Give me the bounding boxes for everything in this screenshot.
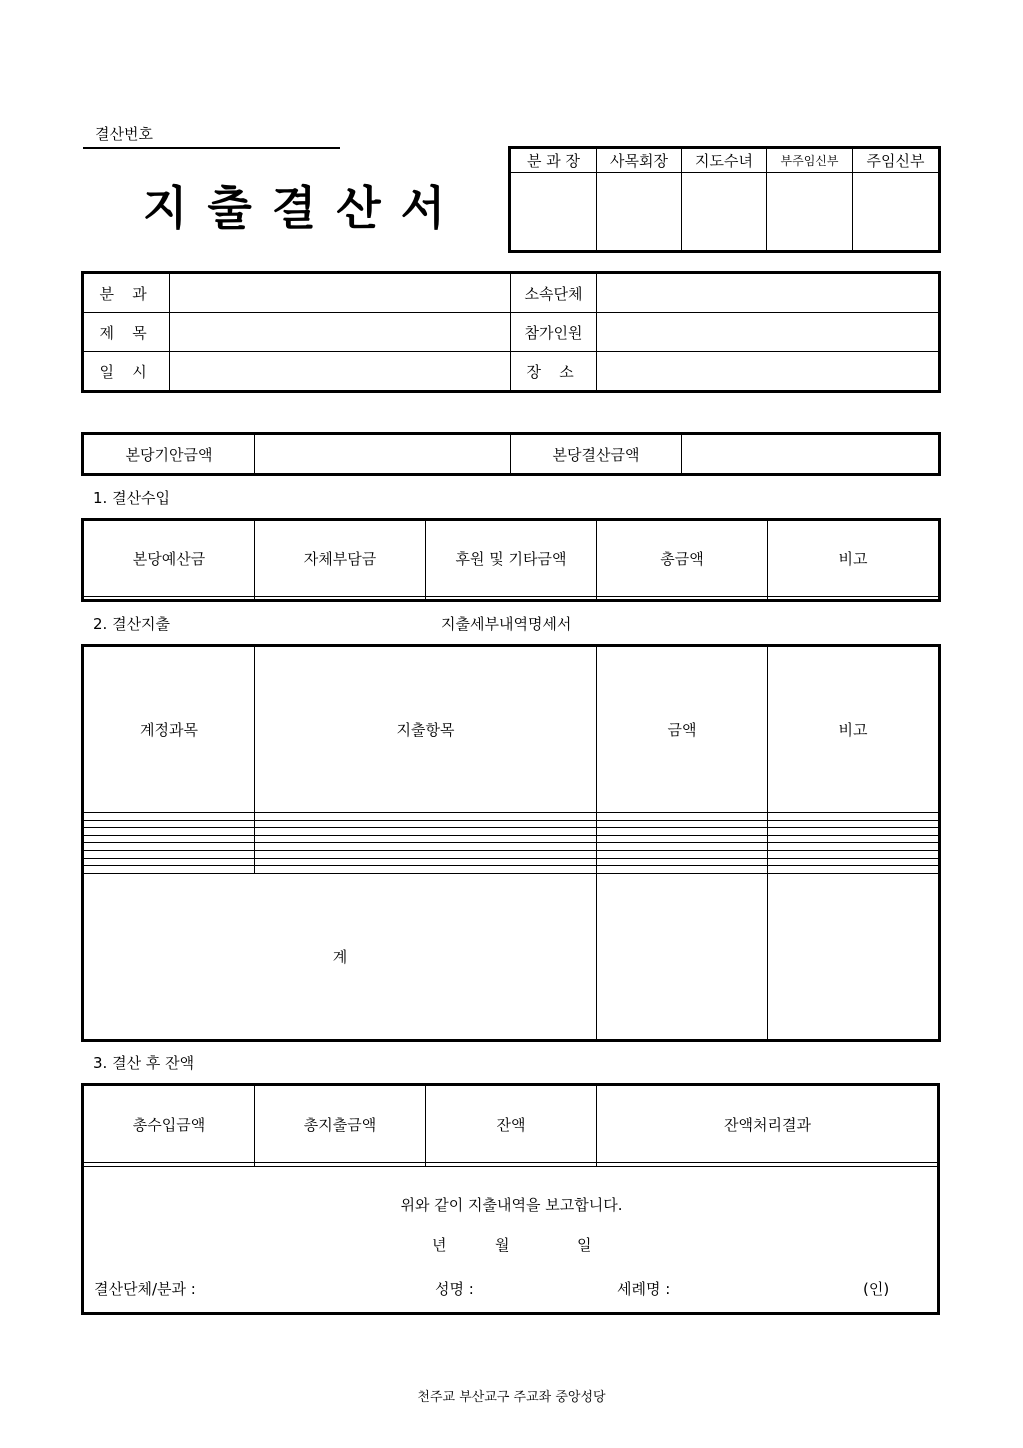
amounts-table: [83, 434, 939, 474]
expense-total-amount[interactable]: [597, 873, 768, 1039]
income-cell[interactable]: [426, 596, 597, 599]
expense-cell[interactable]: [255, 866, 597, 874]
income-col-sponsor: 후원 및 기타금액: [426, 521, 597, 597]
approval-sign-2[interactable]: [597, 173, 682, 251]
expense-cell[interactable]: [84, 866, 255, 874]
table-row: [84, 866, 939, 874]
income-heading: 1. 결산수입: [93, 489, 171, 507]
seal-label: (인): [863, 1280, 890, 1298]
table-row: [84, 820, 939, 828]
expense-heading: 2. 결산지출: [93, 615, 171, 633]
approval-col-head-5: 주임신부: [853, 149, 939, 173]
balance-cell[interactable]: [84, 1163, 255, 1167]
expense-cell[interactable]: [768, 828, 939, 836]
expense-cell[interactable]: [597, 858, 768, 866]
income-col-self: 자체부담금: [255, 521, 426, 597]
info-value-group[interactable]: [597, 274, 939, 313]
date-month: 월: [495, 1236, 510, 1254]
expense-cell[interactable]: [597, 813, 768, 821]
balance-col-result: 잔액처리결과: [597, 1086, 939, 1163]
income-cell[interactable]: [255, 596, 426, 599]
table-row: [84, 858, 939, 866]
table-row: [84, 813, 939, 821]
income-cell[interactable]: [597, 596, 768, 599]
expense-col-item: 지출항목: [255, 647, 597, 813]
info-label-subject: 제 목: [84, 313, 170, 352]
date-year: 년: [432, 1236, 447, 1254]
expense-cell[interactable]: [84, 828, 255, 836]
info-value-place[interactable]: [597, 352, 939, 391]
expense-cell[interactable]: [768, 858, 939, 866]
proposal-amount-value[interactable]: [255, 435, 511, 474]
expense-cell[interactable]: [597, 820, 768, 828]
expense-cell[interactable]: [255, 828, 597, 836]
expense-cell[interactable]: [84, 820, 255, 828]
income-table: [83, 520, 939, 600]
expense-cell[interactable]: [84, 813, 255, 821]
name-label: 성명 :: [435, 1280, 474, 1298]
expense-cell[interactable]: [768, 843, 939, 851]
approval-sign-3[interactable]: [682, 173, 767, 251]
expense-cell[interactable]: [255, 835, 597, 843]
info-value-datetime[interactable]: [170, 352, 511, 391]
date-day: 일: [577, 1236, 592, 1254]
expense-total-label: 계: [84, 873, 597, 1039]
balance-table: [83, 1085, 939, 1167]
balance-col-remaining: 잔액: [426, 1086, 597, 1163]
income-col-total: 총금액: [597, 521, 768, 597]
approval-sign-5[interactable]: [853, 173, 939, 251]
info-label-group: 소속단체: [511, 274, 597, 313]
expense-total-note[interactable]: [768, 873, 939, 1039]
expense-cell[interactable]: [768, 835, 939, 843]
balance-cell[interactable]: [597, 1163, 939, 1167]
balance-col-expense: 총지출금액: [255, 1086, 426, 1163]
expense-cell[interactable]: [255, 851, 597, 859]
approval-sign-4[interactable]: [767, 173, 853, 251]
info-label-datetime: 일 시: [84, 352, 170, 391]
expense-cell[interactable]: [768, 866, 939, 874]
settlement-amount-value[interactable]: [682, 435, 939, 474]
page-title: 지 출 결 산 서: [142, 181, 448, 235]
footer-parish: 천주교 부산교구 주교좌 중앙성당: [417, 1390, 606, 1405]
info-value-participants[interactable]: [597, 313, 939, 352]
expense-cell[interactable]: [597, 835, 768, 843]
expense-cell[interactable]: [255, 820, 597, 828]
doc-number-label: 결산번호: [95, 125, 153, 143]
info-label-participants: 참가인원: [511, 313, 597, 352]
report-statement: 위와 같이 지출내역을 보고합니다.: [400, 1196, 623, 1214]
approval-table: [510, 148, 939, 251]
expense-table: [83, 646, 939, 1040]
expense-cell[interactable]: [84, 843, 255, 851]
approval-col-head-2: 사목회장: [597, 149, 682, 173]
approval-sign-1[interactable]: [511, 173, 597, 251]
expense-cell[interactable]: [255, 813, 597, 821]
expense-cell[interactable]: [84, 851, 255, 859]
info-value-subject[interactable]: [170, 313, 511, 352]
expense-cell[interactable]: [597, 851, 768, 859]
expense-cell[interactable]: [255, 843, 597, 851]
approval-col-head-4: 부주임신부: [767, 149, 853, 173]
balance-col-income: 총수입금액: [84, 1086, 255, 1163]
expense-cell[interactable]: [84, 835, 255, 843]
settlement-amount-label: 본당결산금액: [511, 435, 682, 474]
table-row: [84, 828, 939, 836]
info-table: [83, 273, 939, 391]
expense-col-account: 계정과목: [84, 647, 255, 813]
expense-cell[interactable]: [597, 843, 768, 851]
table-row: [84, 835, 939, 843]
expense-cell[interactable]: [768, 820, 939, 828]
expense-sub-heading: 지출세부내역명세서: [441, 615, 572, 633]
doc-number-line: [83, 147, 340, 149]
baptismal-name-label: 세례명 :: [617, 1280, 671, 1298]
table-row: [84, 851, 939, 859]
proposal-amount-label: 본당기안금액: [84, 435, 255, 474]
expense-col-amount: 금액: [597, 647, 768, 813]
income-cell[interactable]: [768, 596, 939, 599]
balance-block: [83, 1085, 938, 1313]
expense-cell[interactable]: [768, 851, 939, 859]
balance-cell[interactable]: [255, 1163, 426, 1167]
table-row: [84, 843, 939, 851]
expense-cell[interactable]: [255, 858, 597, 866]
expense-cell[interactable]: [84, 858, 255, 866]
income-col-note: 비고: [768, 521, 939, 597]
expense-cell[interactable]: [597, 828, 768, 836]
balance-heading: 3. 결산 후 잔액: [93, 1054, 195, 1072]
income-cell[interactable]: [84, 596, 255, 599]
group-label: 결산단체/분과 :: [94, 1280, 196, 1298]
info-label-place: 장 소: [511, 352, 597, 391]
info-label-division: 분 과: [84, 274, 170, 313]
expense-cell[interactable]: [597, 866, 768, 874]
approval-col-head-3: 지도수녀: [682, 149, 767, 173]
approval-col-head-1: 분 과 장: [511, 149, 597, 173]
expense-col-note: 비고: [768, 647, 939, 813]
income-col-budget: 본당예산금: [84, 521, 255, 597]
expense-cell[interactable]: [768, 813, 939, 821]
info-value-division[interactable]: [170, 274, 511, 313]
balance-cell[interactable]: [426, 1163, 597, 1167]
